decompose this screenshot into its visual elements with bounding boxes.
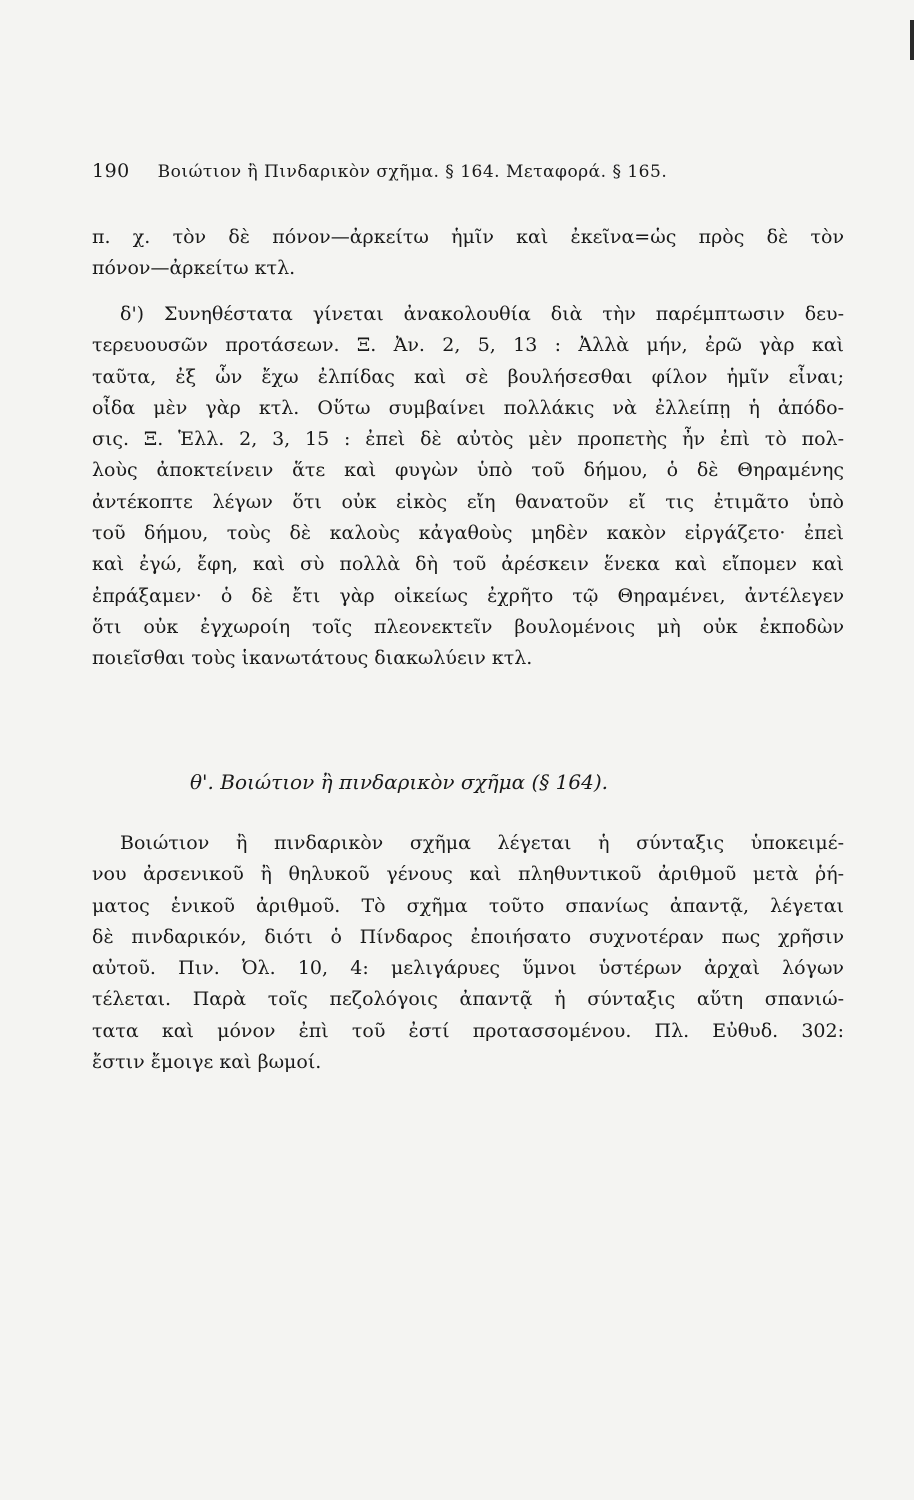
text-line: καὶ ἐγώ, ἔφη, καὶ σὺ πολλὰ δὴ τοῦ ἀρέσκειν ἕνεκα καὶ εἴπομεν καὶ — [92, 553, 844, 576]
text-line: ματος ἑνικοῦ ἀριθμοῦ. Τὸ σχῆμα τοῦτο σπανίως ἀπαντᾷ, λέγεται — [92, 894, 844, 917]
page-number: 190 — [92, 160, 130, 182]
text-line: αὐτοῦ. Πιν. Ὀλ. 10, 4: μελιγάρυες ὕμνοι ὑστέρων ἀρχαὶ λόγων — [92, 957, 844, 980]
text-line: τέλεται. Παρὰ τοῖς πεζολόγοις ἀπαντᾷ ἡ σύνταξις αὕτη σπανιώ- — [92, 988, 844, 1011]
running-head — [92, 160, 852, 182]
text-line: οἶδα μὲν γὰρ κτλ. Οὕτω συμβαίνει πολλάκις νὰ ἐλλείπῃ ἡ ἀπόδο- — [92, 396, 844, 419]
section-heading: θ'. Βοιώτιον ἢ πινδαρικὸν σχῆμα (§ 164). — [190, 770, 609, 794]
running-head-text: Βοιώτιον ἢ Πινδαρικὸν σχῆμα. § 164. Μεταφορά. § 165. — [157, 162, 668, 182]
scan-edge-mark — [910, 20, 914, 60]
paragraph-a — [92, 222, 844, 285]
text-line: π. χ. τὸν δὲ πόνον—ἀρκείτω ἡμῖν καὶ ἐκεῖνα=ὡς πρὸς δὲ τὸν — [92, 226, 844, 248]
text-line: δὲ πινδαρικόν, διότι ὁ Πίνδαρος ἐποιήσατο συχνοτέραν πως χρῆσιν — [92, 925, 844, 948]
paragraph-b — [92, 299, 844, 675]
text-line: Βοιώτιον ἢ πινδαρικὸν σχῆμα λέγεται ἡ σύνταξις ὑποκειμέ- — [120, 832, 844, 854]
text-line: τερευουσῶν προτάσεων. Ξ. Ἀν. 2, 5, 13 : Ἀλλὰ μήν, ἐρῶ γὰρ καὶ — [92, 334, 844, 357]
text-line: ἐπράξαμεν· ὁ δὲ ἔτι γὰρ οἰκείως ἐχρῆτο τῷ Θηραμένει, ἀντέλεγεν — [92, 584, 844, 607]
text-line: πόνον—ἀρκείτω κτλ. — [92, 257, 296, 280]
text-line: ταῦτα, ἐξ ὧν ἔχω ἐλπίδας καὶ σὲ βουλήσεσθαι φίλον ἡμῖν εἶναι; — [92, 365, 844, 388]
text-line: ὅτι οὐκ ἐγχωροίη τοῖς πλεονεκτεῖν βουλομένοις μὴ οὐκ ἐκποδὼν — [92, 615, 844, 638]
text-line: σις. Ξ. Ἑλλ. 2, 3, 15 : ἐπεὶ δὲ αὐτὸς μὲν προπετὴς ἦν ἐπὶ τὸ πολ- — [92, 428, 844, 451]
text-line: νου ἀρσενικοῦ ἢ θηλυκοῦ γένους καὶ πληθυντικοῦ ἀριθμοῦ μετὰ ῥή- — [92, 863, 844, 886]
text-line: τατα καὶ μόνον ἐπὶ τοῦ ἐστί προτασσομένου. Πλ. Εὐθυδ. 302: — [92, 1019, 844, 1042]
text-line: δ') Συνηθέστατα γίνεται ἀνακολουθία διὰ τὴν παρέμπτωσιν δευ- — [120, 303, 844, 325]
text-line: λοὺς ἀποκτείνειν ἅτε καὶ φυγὼν ὑπὸ τοῦ δήμου, ὁ δὲ Θηραμένης — [92, 459, 844, 482]
text-line: ποιεῖσθαι τοὺς ἱκανωτάτους διακωλύειν κτλ. — [92, 647, 533, 670]
text-line: ἔστιν ἔμοιγε καὶ βωμοί. — [92, 1051, 322, 1074]
paragraph-c — [92, 828, 844, 1078]
text-line: τοῦ δήμου, τοὺς δὲ καλοὺς κἀγαθοὺς μηδὲν κακὸν εἰργάζετο· ἐπεὶ — [92, 522, 844, 545]
text-line: ἀντέκοπτε λέγων ὅτι οὐκ εἰκὸς εἴη θανατοῦν εἴ τις ἐτιμᾶτο ὑπὸ — [92, 490, 844, 513]
